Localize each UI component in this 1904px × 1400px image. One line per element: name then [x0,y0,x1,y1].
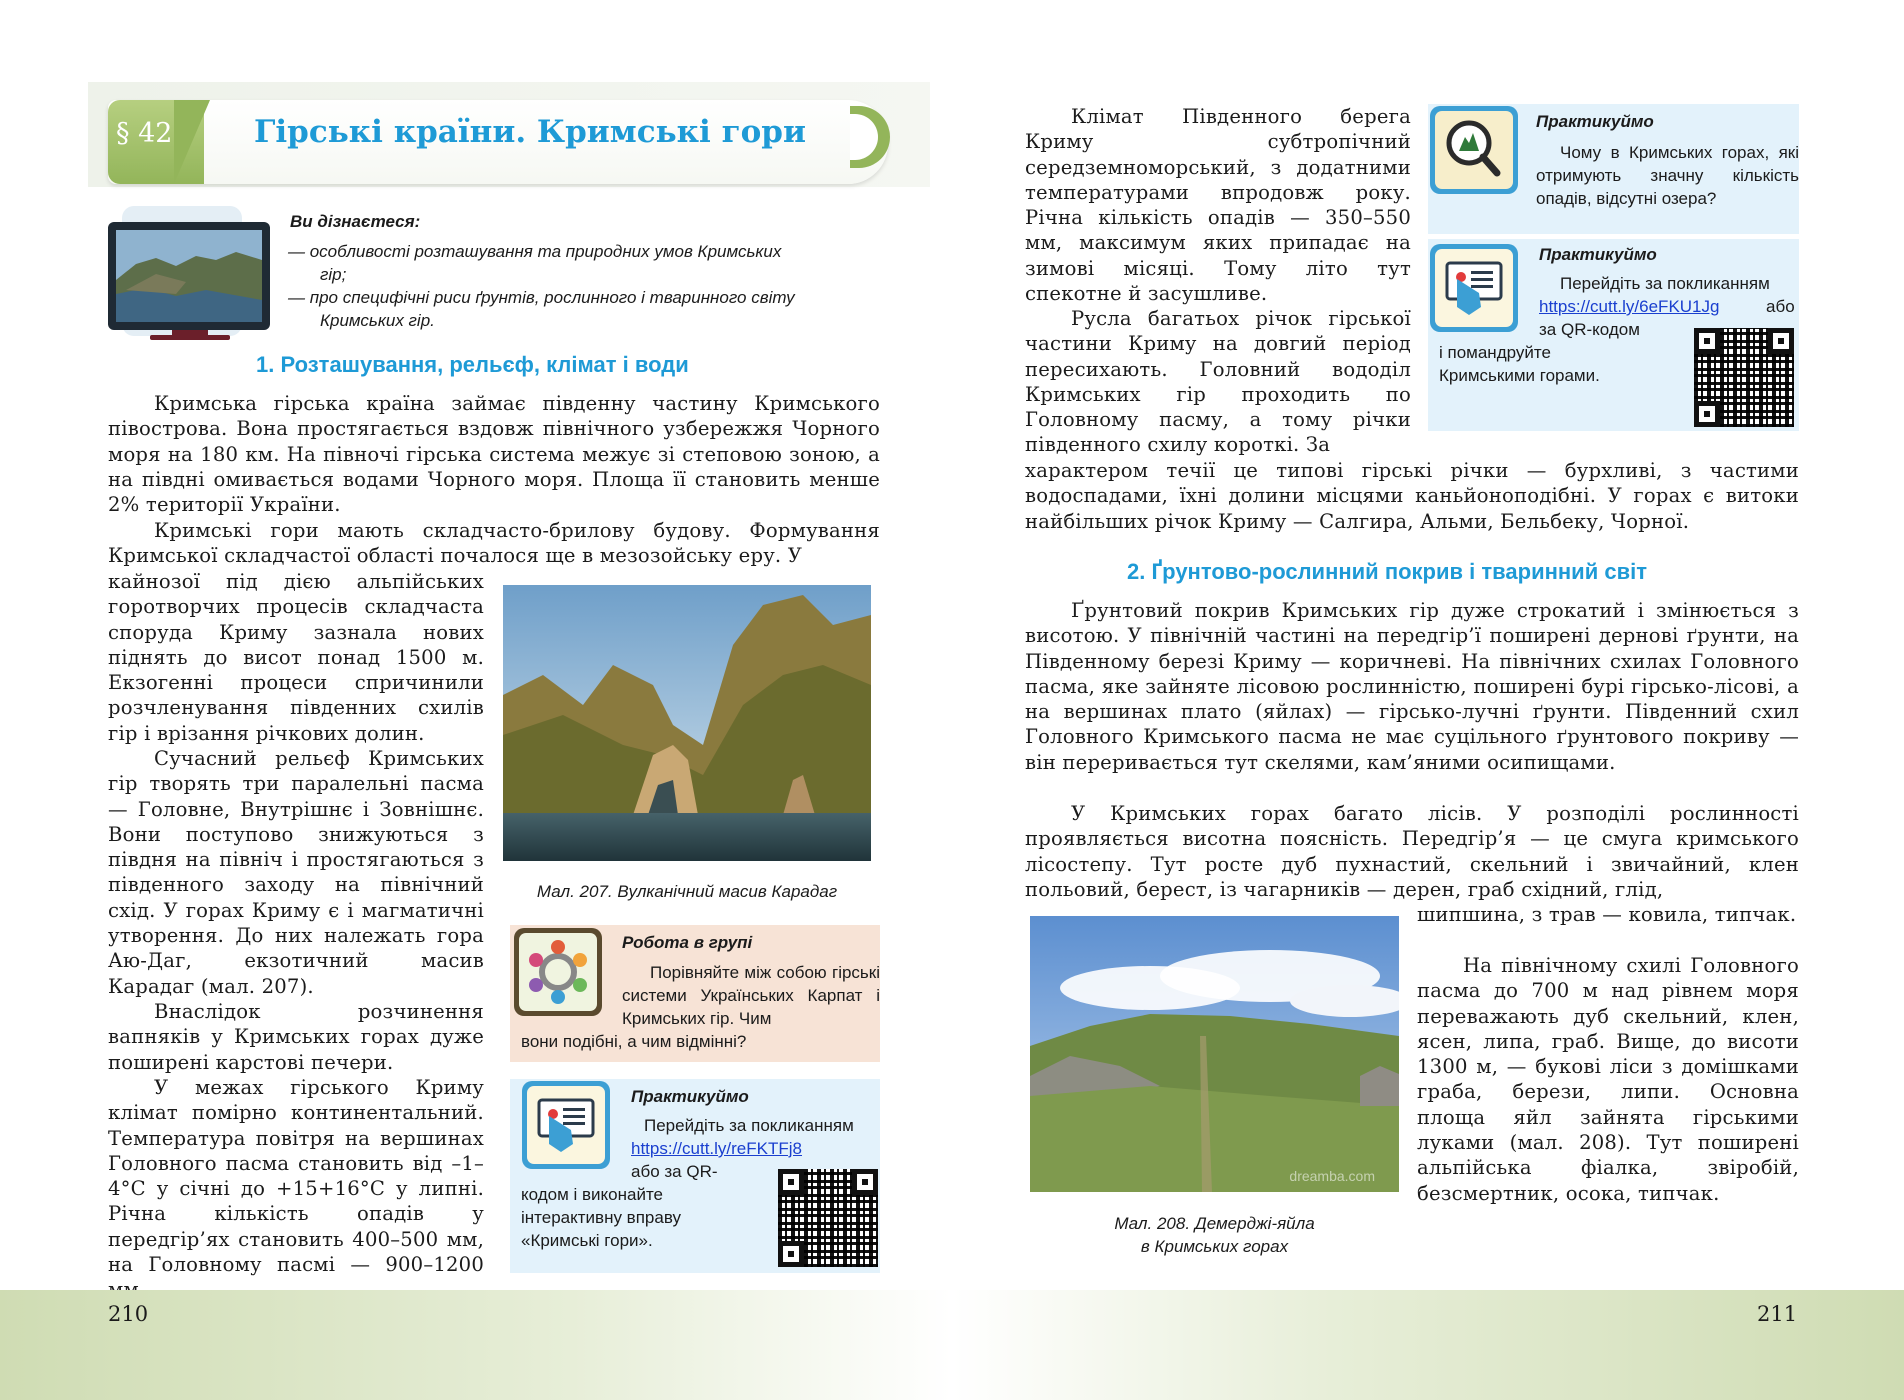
practice-text: і помандруйте Кримськими горами. [1439,343,1600,385]
paragraph: Внаслідок розчинення вапняків у Кримських горах дуже поширені карстові печери. [108,1000,484,1074]
research-icon [1430,106,1518,194]
group-work-heading: Робота в групі [622,933,753,952]
paragraph: Кримська гірська країна займає південну частину Кримського півострова. Вона простягається вздовж північного узбережжя Чорного моря на 180 км. На півночі гірська система межує зі степовою зоною, а на півдні омивається водами Чорного моря. Площа її становить менше 2% території України. [108,392,880,517]
paragraph: Клімат Південного берега Криму субтропічний середземноморський, з додатними температурами впродовж року. Річна кількість опадів — 350–550 мм, максимум яких припадає на зимові місяці. Тому літо тут спекотне й засушливе. [1025,105,1411,306]
section-heading: 1. Розташування, рельєф, клімат і води [256,352,689,377]
group-work-text: Порівняйте між собою гірські системи Українських Карпат і Кримських гір. Чим [622,963,880,1028]
practice-text: або за QR- [631,1162,718,1181]
paragraph: На північному схилі Головного пасма до 700 м над рівнем моря переважають дуб скельний, клен, ясен, липа, граб. Вище, до висоти 1300 м, — букові ліси з домішками граба, берези, липи. Основна площа яйл зайнята гірськими луками (мал. 208). Тут поширені альпійська фіалка, звіробій, безсмертник, осока, типчак. [1417,954,1799,1205]
practice-link[interactable]: https://cutt.ly/6eFKU1Jg [1539,297,1720,316]
paragraph: характером течії це типові гірські річки — бурхливі, з частими водоспадами, їхні долини місцями каньйоноподібні. У горах є витоки найбільших річок Криму — Салгира, Альми, Бельбеку, Чорної. [1025,459,1799,533]
practice-text: Перейдіть за покликанням [644,1116,854,1135]
practice-text: або [1766,297,1795,316]
paragraph: кайнозої під дією альпійських горотворчих процесів складчаста споруда Криму зазнала нових піднять до висот понад 1500 м. Екзогенні процеси спричинили розчленування південних схилів гір і врізання річкових долин. [108,570,484,745]
learn-item: гір; [320,265,347,284]
learn-item: — особливості розташування та природних умов Кримських [288,242,782,261]
practice-icon [522,1081,610,1169]
photo-watermark: dreamba.com [1289,1168,1375,1184]
crimea-coast-thumbnail [116,230,262,322]
karadag-photo [503,585,871,861]
group-work-icon [514,928,602,1016]
practice-text: Перейдіть за покликанням [1560,274,1770,293]
page-footer [0,1290,1904,1400]
figure-caption: в Кримських горах [1140,1237,1289,1256]
figure-caption: Мал. 207. Вулканічний масив Карадаг [536,882,838,901]
page-title: Гірські країни. Кримські гори [254,114,806,150]
figure-caption: Мал. 208. Демерджі-яйла [1114,1214,1315,1233]
learn-item: — про специфічні риси ґрунтів, рослинного і тваринного світу [288,288,795,307]
section-number: § 42 [116,118,173,149]
group-work-text: вони подібні, а чим відмінні? [521,1032,747,1051]
section-heading: 2. Ґрунтово-рослинний покрив і тваринний світ [1127,559,1647,584]
practice-heading: Практикуймо [1536,112,1654,131]
page-number-right: 211 [1757,1302,1798,1326]
practice-text: за QR-кодом [1539,320,1640,339]
practice-text: кодом і виконайте інтерактивну вправу «Кримські гори». [521,1185,681,1250]
practice-text: Чому в Кримських горах, які отримують значну кількість опадів, відсутні озера? [1536,143,1799,208]
paragraph: Кримські гори мають складчасто-брилову будову. Формування Кримської складчастої області почалося ще в мезозойську еру. У [108,519,880,568]
paragraph: У межах гірського Криму клімат помірно континентальний. Температура повітря на вершинах Головного пасма становить від –1–4°С у січні до +15+16°С у липні. Річна кількість опадів у передгір’ях становить 400–500 мм, на Головному пасмі — 900–1200 [108,1076,484,1277]
page-number-left: 210 [108,1302,149,1326]
demerdzhi-photo [1030,916,1399,1192]
paragraph: Сучасний рельєф Кримських гір творять три паралельні пасма — Головне, Внутрішнє і Зовнішнє. Вони поступово знижуються з півдня на північ і простягаються з південного заходу на північний схід. У горах Криму є і магматичні утворення. До них належать гора Аю-Даг, екзотичний масив Карадаг (мал. 207). [108,747,484,998]
practice-icon [1430,244,1518,332]
practice-link[interactable]: https://cutt.ly/reFKTFj8 [631,1139,802,1158]
learn-heading: Ви дізнаєтеся: [290,212,421,231]
practice-heading: Практикуймо [1539,245,1657,264]
paragraph: шипшина, з трав — ковила, типчак. [1417,903,1797,926]
paragraph: У Кримських горах багато лісів. У розподілі рослинності проявляється висотна поясність. Передгір’я — це смуга кримського лісостепу. Тут росте дуб пухнастий, скельний і звичайний, клен польовий, берест, із чагарників — дерен, граб східний, глід, [1025,802,1799,901]
learn-item: Кримських гір. [320,311,435,330]
practice-heading: Практикуймо [631,1087,749,1106]
paragraph: Русла багатьох річок гірської частини Криму на довгий період пересихають. Головний вододіл Кримських гір проходить по Головному пасму, а тому річки південного схилу короткі. За [1025,307,1411,457]
page-right [952,0,1904,1400]
paragraph: Ґрунтовий покрив Кримських гір дуже строкатий і змінюється з висотою. У північній частині на передгір’ї поширені дернові ґрунти, на Південному березі Криму — коричневі. На північних схилах Головного пасма, яке зайняте лісовою рослинністю, поширені бурі гірсько-лісові, а на вершинах плато (яйлах) — гірсько-лучні ґрунти. Південний схил Головного Кримського пасма не має суцільного ґрунтового покриву — він переривається тут скелями, кам’яними осипищами. [1025,599,1799,774]
